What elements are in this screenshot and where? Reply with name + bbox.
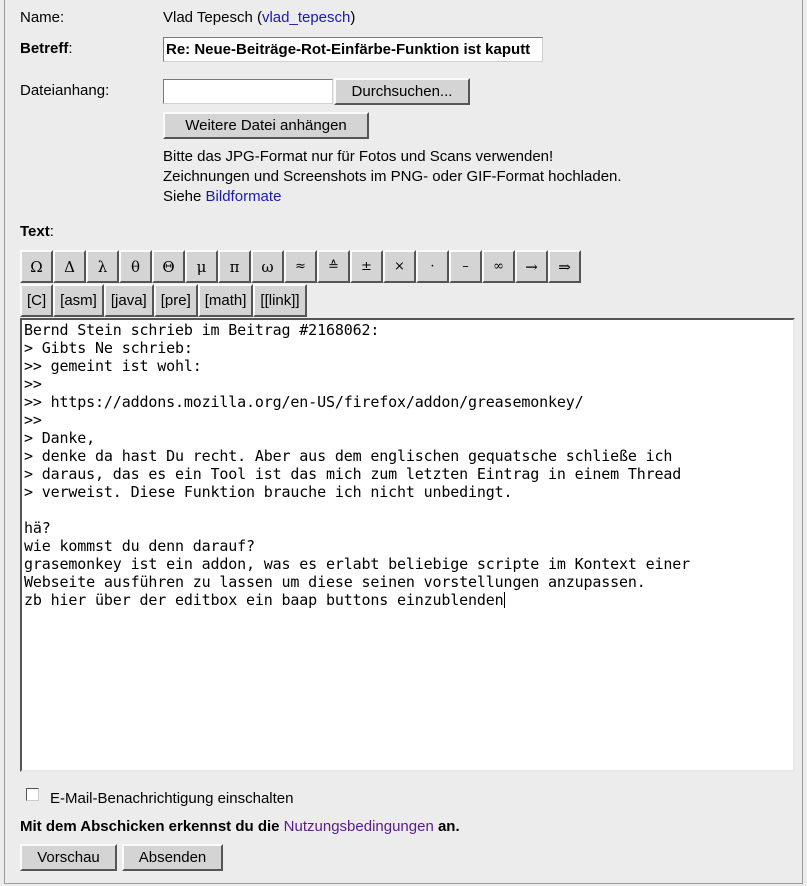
markup-pre-button[interactable]: [pre] <box>154 284 198 317</box>
pi-symbol-icon: π <box>229 257 240 276</box>
add-file-button[interactable]: Weitere Datei anhängen <box>163 112 369 139</box>
attachment-label: Dateianhang: <box>20 82 110 99</box>
text-caret <box>504 592 505 608</box>
hint-line-2: Zeichnungen und Screenshots im PNG- oder GIF-Format hochladen. <box>163 168 622 185</box>
image-formats-link[interactable]: Bildformate <box>205 188 282 205</box>
times-symbol-icon: × <box>394 259 405 274</box>
message-line <box>24 501 791 519</box>
message-line-text: > Gibts Ne schrieb: <box>24 339 193 357</box>
message-line <box>24 447 791 465</box>
terms-prefix: Mit dem Abschicken erkennst du die <box>20 818 284 835</box>
email-notify-label[interactable]: E-Mail-Benachrichtigung einschalten <box>50 790 294 807</box>
hint-line-1: Bitte das JPG-Format nur für Fotos und Scans verwenden! <box>163 148 554 165</box>
message-line-text: > Danke, <box>24 429 96 447</box>
author-name <box>163 9 355 26</box>
markup-link-button[interactable]: [[link]] <box>253 284 306 317</box>
message-line <box>24 573 791 591</box>
message-line <box>24 375 791 393</box>
message-line-text: wie kommst du denn darauf? <box>24 537 255 555</box>
message-line-text: > verweist. Diese Funktion brauche ich nicht unbedingt. <box>24 483 513 501</box>
plus-minus-symbol-button[interactable] <box>350 250 383 283</box>
name-label: Name: <box>20 9 65 26</box>
message-textarea[interactable] <box>20 318 795 772</box>
double-right-arrow-symbol-button[interactable] <box>548 250 581 283</box>
message-line <box>24 555 791 573</box>
message-line <box>24 393 791 411</box>
markup-math-button[interactable]: [math] <box>198 284 254 317</box>
lambda-symbol-button[interactable] <box>86 250 119 283</box>
message-line-text: grasemonkey ist ein addon, was es erlabt beliebige scripte im Kontext einer <box>24 555 691 573</box>
message-line-text: >> <box>24 411 42 429</box>
terms-link[interactable]: Nutzungsbedingungen <box>283 818 434 835</box>
message-line-text: >> gemeint ist wohl: <box>24 357 202 375</box>
pi-symbol-button[interactable] <box>218 250 251 283</box>
text-label-colon: : <box>49 223 54 240</box>
plus-minus-symbol-icon: ± <box>361 259 372 274</box>
message-line <box>24 537 791 555</box>
right-arrow-symbol-button[interactable] <box>515 250 548 283</box>
markup-C-button[interactable]: [C] <box>20 284 53 317</box>
small-omega-symbol-button[interactable] <box>251 250 284 283</box>
text-label <box>20 223 54 240</box>
theta-symbol-icon: θ <box>130 257 141 276</box>
message-line-text: >> <box>24 375 42 393</box>
message-line-text: hä? <box>24 519 51 537</box>
browse-button[interactable]: Durchsuchen... <box>334 78 470 105</box>
terms-suffix: an. <box>433 818 460 835</box>
delta-symbol-button[interactable] <box>53 250 86 283</box>
theta-symbol-button[interactable] <box>119 250 152 283</box>
mu-symbol-icon: μ <box>196 257 207 276</box>
message-line <box>24 357 791 375</box>
message-line <box>24 429 791 447</box>
message-line <box>24 519 791 537</box>
markup-java-button[interactable]: [java] <box>104 284 154 317</box>
author-paren-open: ( <box>252 9 262 26</box>
approx-symbol-button[interactable] <box>284 250 317 283</box>
infinity-symbol-icon: ∞ <box>493 259 504 274</box>
hint-line-3 <box>163 187 622 207</box>
markup-asm-button[interactable]: [asm] <box>53 284 104 317</box>
subject-label-colon: : <box>68 40 73 57</box>
dot-symbol-button[interactable] <box>416 250 449 283</box>
lambda-symbol-icon: λ <box>97 257 108 276</box>
small-omega-symbol-icon: ω <box>261 257 274 276</box>
message-line-text: >> https://addons.mozilla.org/en-US/firefox/addon/greasemonkey/ <box>24 393 584 411</box>
symbol-toolbar <box>20 250 581 283</box>
corresponds-symbol-icon: ≙ <box>328 259 339 274</box>
file-path-input[interactable] <box>163 79 333 104</box>
right-arrow-symbol-icon: → <box>525 257 538 276</box>
subject-label <box>20 40 73 57</box>
message-line-text: Bernd Stein schrieb im Beitrag #2168062: <box>24 321 380 339</box>
approx-symbol-icon: ≈ <box>295 259 306 274</box>
message-line <box>24 465 791 483</box>
message-line-text: > daraus, das es ein Tool ist das mich zum letzten Eintrag in einem Thread <box>24 465 682 483</box>
email-notify-checkbox[interactable] <box>26 788 39 801</box>
dash-symbol-button[interactable] <box>449 250 482 283</box>
infinity-symbol-button[interactable] <box>482 250 515 283</box>
delta-symbol-icon: Δ <box>64 257 75 276</box>
author-username-link[interactable]: vlad_tepesch <box>261 9 351 26</box>
author-paren-close: ) <box>350 9 356 26</box>
message-line <box>24 591 791 609</box>
capital-theta-symbol-icon: Θ <box>162 257 175 276</box>
markup-toolbar <box>20 284 307 317</box>
image-format-hint <box>163 147 622 207</box>
message-line <box>24 411 791 429</box>
times-symbol-button[interactable] <box>383 250 416 283</box>
double-right-arrow-symbol-icon: ⇒ <box>558 257 571 276</box>
subject-input[interactable]: Re: Neue-Beiträge-Rot-Einfärbe-Funktion ist kaputt <box>163 37 543 62</box>
subject-label-text: Betreff <box>20 40 69 57</box>
hint-line-3-prefix: Siehe <box>163 188 206 205</box>
omega-symbol-icon: Ω <box>30 257 43 276</box>
message-line-text: zb hier über der editbox ein baap buttons einzublenden <box>24 591 504 609</box>
author-display-name: Vlad Tepesch <box>163 9 253 26</box>
message-line <box>24 339 791 357</box>
preview-button[interactable]: Vorschau <box>20 844 117 871</box>
message-line-text: Webseite ausführen zu lassen um diese seinen vorstellungen anzupassen. <box>24 573 646 591</box>
mu-symbol-button[interactable] <box>185 250 218 283</box>
capital-theta-symbol-button[interactable] <box>152 250 185 283</box>
text-label-text: Text <box>20 223 50 240</box>
message-line <box>24 321 791 339</box>
submit-button[interactable]: Absenden <box>122 844 223 871</box>
omega-symbol-button[interactable] <box>20 250 53 283</box>
message-line-text: > denke da hast Du recht. Aber aus dem englischen gequatsche schließe ich <box>24 447 673 465</box>
message-line <box>24 483 791 501</box>
terms-notice <box>20 818 460 835</box>
dot-symbol-icon: · <box>430 259 435 274</box>
dash-symbol-icon: – <box>462 259 469 274</box>
corresponds-symbol-button[interactable] <box>317 250 350 283</box>
